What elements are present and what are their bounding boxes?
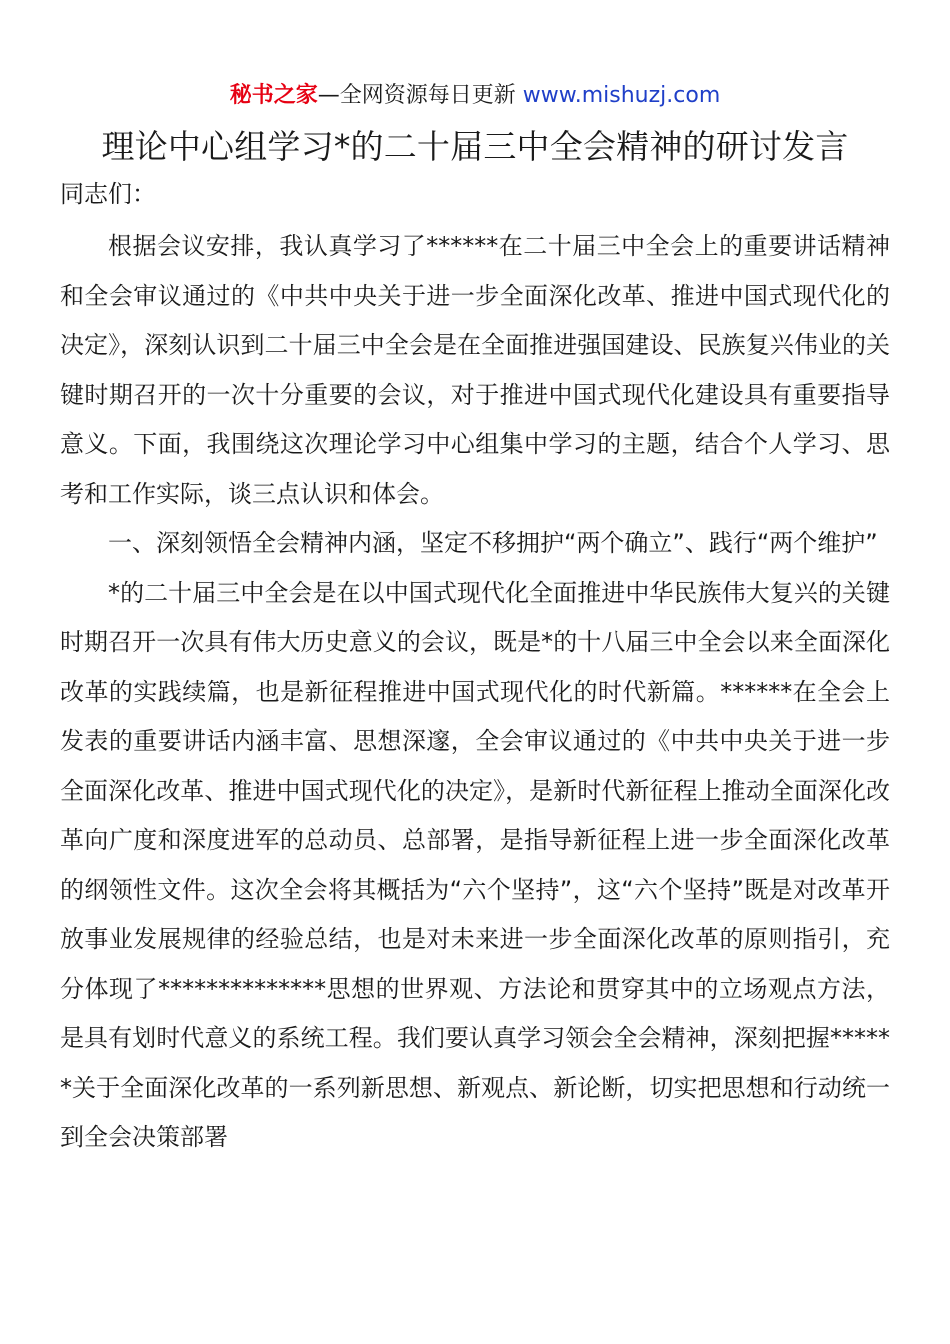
site-url-link[interactable]: www.mishuzj.com: [522, 83, 721, 108]
section-heading-1: 一、深刻领悟全会精神内涵，坚定不移拥护“两个确立”、践行“两个维护”: [108, 529, 878, 557]
paragraph-section-1: *的二十届三中全会是在以中国式现代化全面推进中华民族伟大复兴的关键时期召开一次具有伟大历史意义的会议，既是*的十八届三中全会以来全面深化改革的实践续篇，也是新征程推进中国式现代化的时代新篇。******在全会上发表的重要讲话内涵丰富、思想深邃，全会审议通过的《中共中央关于进一步全面深化改革、推进中国式现代化的决定》，是新时代新征程上推动全面深化改革向广度和深度进军的总动员、总部署，是指导新征程上进一步全面深化改革的纲领性文件。这次全会将其概括为“六个坚持”，这“六个坚持”既是对改革开放事业发展规律的经验总结，也是对未来进一步全面深化改革的原则指引，充分体现了**************思想的世界观、方法论和贯穿其中的立场观点方法，是具有划时代意义的系统工程。我们要认真学习领会全会精神，深刻把握******关于全面深化改革的一系列新思想、新观点、新论断，切实把思想和行动统一到全会决策部署: [60, 578, 890, 1151]
paragraph-intro: 根据会议安排，我认真学习了******在二十届三中全会上的重要讲话精神和全会审议通过的《中共中央关于进一步全面深化改革、推进中国式现代化的决定》，深刻认识到二十届三中全会是在全面推进强国建设、民族复兴伟业的关键时期召开的一次十分重要的会议，对于推进中国式现代化建设具有重要指导意义。下面，我围绕这次理论学习中心组集中学习的主题，结合个人学习、思考和工作实际，谈三点认识和体会。: [60, 232, 890, 508]
brand-name: 秘书之家: [229, 83, 318, 108]
document-title: 理论中心组学习*的二十届三中全会精神的研讨发言: [101, 127, 849, 166]
document-body: [60, 222, 890, 1163]
header-slogan: —全网资源每日更新: [317, 83, 516, 108]
salutation: 同志们：: [60, 180, 156, 208]
site-header: [0, 80, 950, 112]
